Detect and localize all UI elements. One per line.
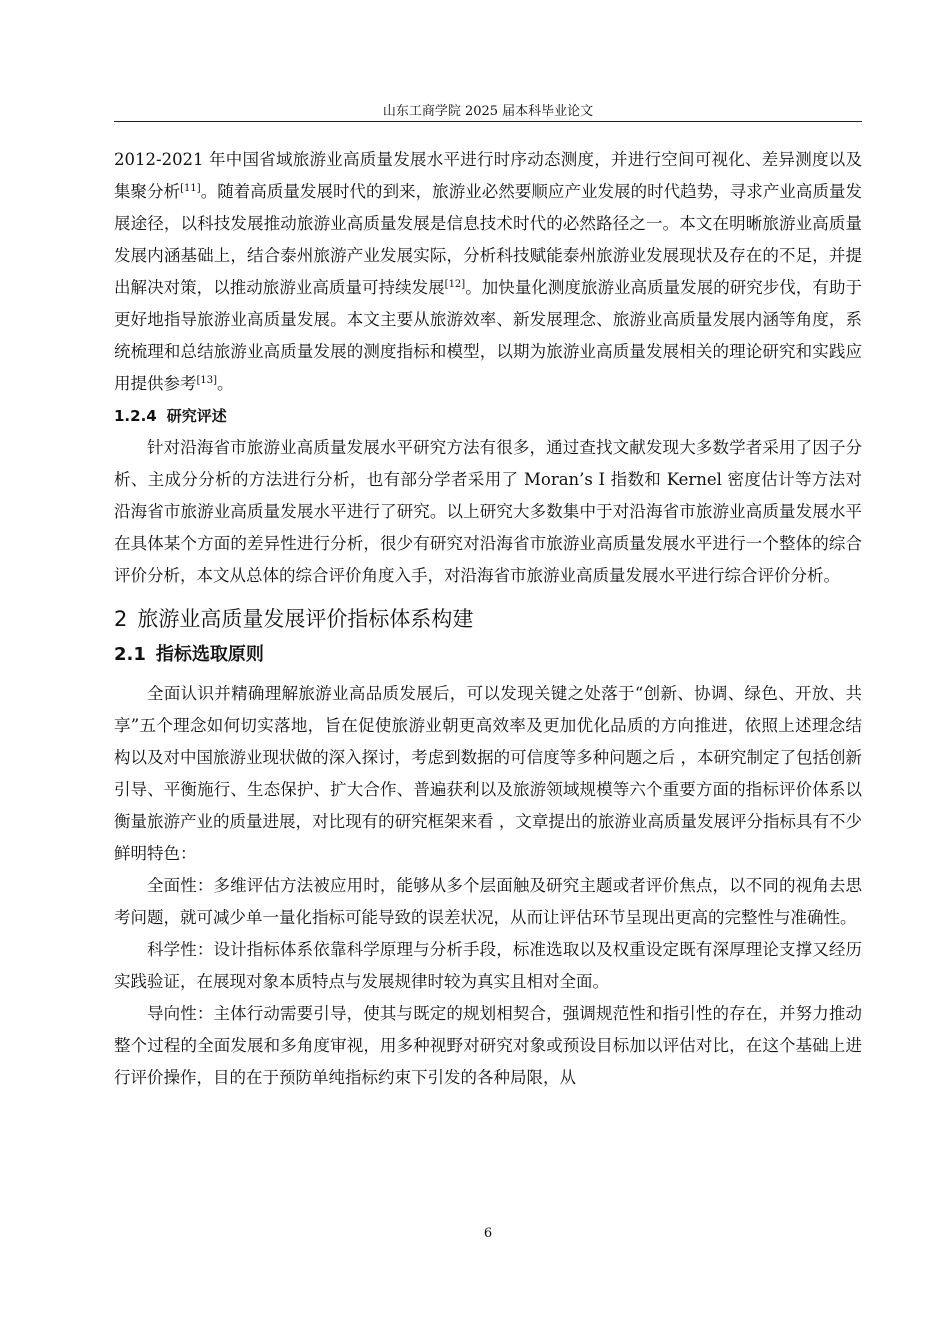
chapter-heading-2 [114,604,862,634]
page-header: 山东工商学院 2025 届本科毕业论文 [382,104,594,119]
section-title: 指标选取原则 [155,644,264,665]
paragraph-literature-continued [114,144,862,400]
citation: [13] [196,375,218,386]
citation: [11] [180,183,201,194]
paragraph-guidance: 导向性：主体行动需要引导，使其与既定的规划相契合，强调规范性和指引性的存在，并努力推动整个过程的全面发展和多角度审视，用多种视野对研究对象或预设目标加以评估对比，在这个基础上进行评价操作，目的在于预防单纯指标约束下引发的各种局限，从 [114,1004,862,1087]
paragraph-text: 。 [217,374,234,393]
paragraph-comprehensiveness: 全面性：多维评估方法被应用时，能够从多个层面触及研究主题或者评价焦点，以不同的视角去思考问题，就可减少单一量化指标可能导致的误差状况，从而让评估环节呈现出更高的完整性与准确性。 [114,876,862,927]
paragraph-text: 2012-2021 年中国省域旅游业高质量发展水平进行时序动态测度，并进行空间可视化、差异测度以及集聚分析 [114,150,862,201]
chapter-title: 旅游业高质量发展评价指标体系构建 [137,607,474,631]
paragraph-principles-intro: 全面认识并精确理解旅游业高品质发展后，可以发现关键之处落于“创新、协调、绿色、开放、共享”五个理念如何切实落地，旨在促使旅游业朝更高效率及更加优化品质的方向推进，依照上述理念结构以及对中国旅游业现状做的深入探讨，考虑到数据的可信度等多种问题之后 ，本研究制定了包括创新引导、平衡施行、生态保护、扩大合作、普遍获利以及旅游领域规模等六个重要方面的指标评价体系以衡量旅游产业的质量进展，对比现有的研究框架来看 ，文章提出的旅游业高质量发展评分指标具有不少鲜明特色： [114,684,862,863]
section-number: 2.1 [114,644,146,665]
page-body [114,144,862,1094]
section-number: 1.2.4 [114,407,157,425]
section-heading-1-2-4 [114,400,862,432]
paragraph-review: 针对沿海省市旅游业高质量发展水平研究方法有很多，通过查找文献发现大多数学者采用了因子分析、主成分分析的方法进行分析，也有部分学者采用了 Moran’s I 指数和 Kernel 密度估计等方法对沿海省市旅游业高质量发展水平进行了研究。以上研究大多数集中于对沿海省市旅游业高质量发展水平在具体某个方面的差异性进行分析，很少有研究对沿海省市旅游业高质量发展水平进行一个整体的综合评价分析，本文从总体的综合评价角度入手，对沿海省市旅游业高质量发展水平进行综合评价分析。 [114,438,862,585]
section-heading-2-1 [114,640,862,670]
chapter-number: 2 [114,607,128,631]
section-title: 研究评述 [166,407,227,425]
page-number: 6 [483,1226,493,1241]
header-divider [114,121,862,122]
paragraph-scientific: 科学性：设计指标体系依靠科学原理与分析手段，标准选取以及权重设定既有深厚理论支撑又经历实践验证，在展现对象本质特点与发展规律时较为真实且相对全面。 [114,940,862,991]
paragraph-text: 。随着高质量发展时代的到来，旅游业必然要顺应产业发展的时代趋势，寻求产业高质量发展途径，以科技发展推动旅游业高质量发展是信息技术时代的必然路径之一。本文在明晰旅游业高质量发展内涵基础上，结合泰州旅游产业发展实际，分析科技赋能泰州旅游业发展现状及存在的不足，并提出解决对策，以推动旅游业高质量可持续发展 [114,182,863,297]
paragraph-text: 。加快量化测度旅游业高质量发展的研究步伐，有助于更好地指导旅游业高质量发展。本文主要从旅游效率、新发展理念、旅游业高质量发展内涵等角度，系统梳理和总结旅游业高质量发展的测度指标和模型，以期为旅游业高质量发展相关的理论研究和实践应用提供参考 [114,278,863,393]
citation: [12] [444,279,466,290]
